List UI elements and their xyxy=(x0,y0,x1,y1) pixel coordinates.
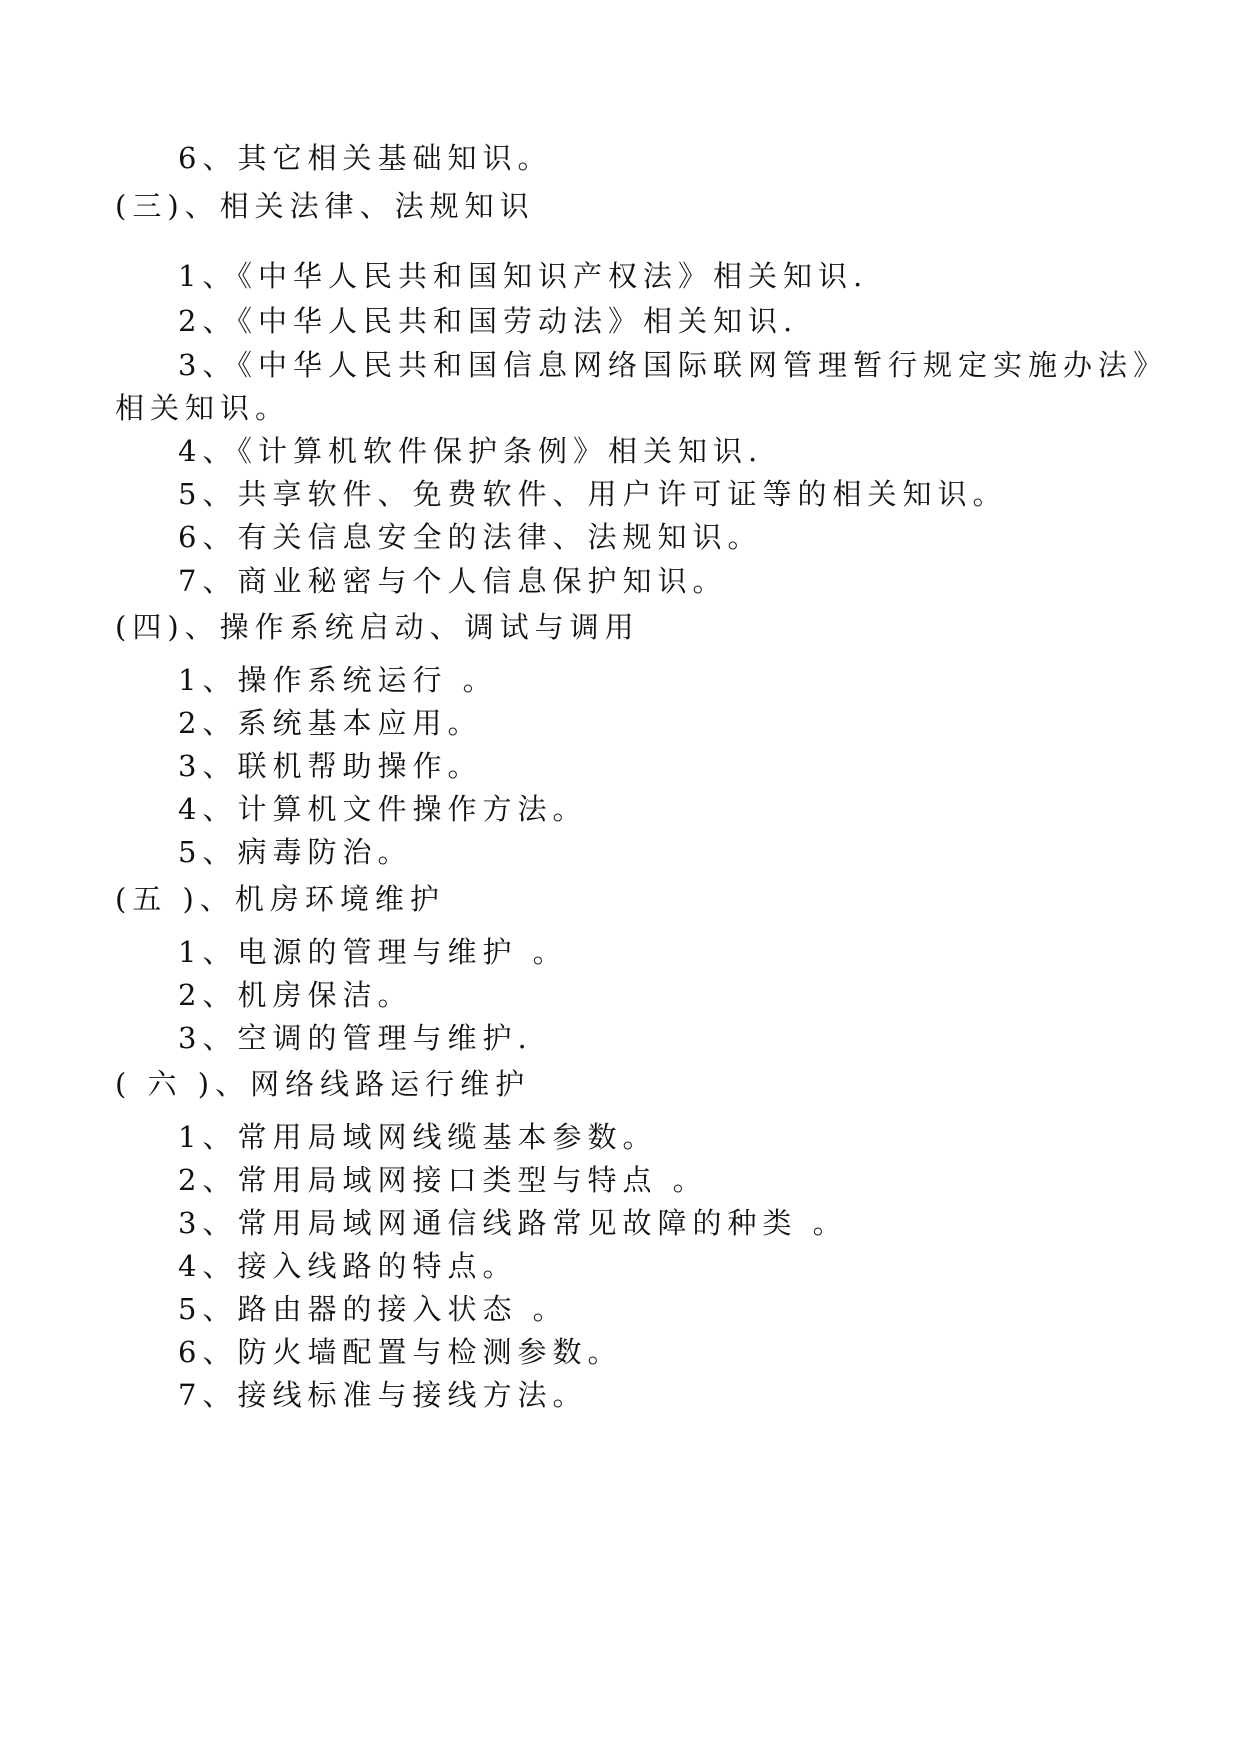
list-item: 3、《中华人民共和国信息网络国际联网管理暂行规定实施办法》 xyxy=(178,348,1168,382)
list-item: 7、商业秘密与个人信息保护知识。 xyxy=(178,564,728,598)
list-item: 2、机房保洁。 xyxy=(178,978,413,1012)
list-item: 5、病毒防治。 xyxy=(178,835,413,869)
list-item: 6、其它相关基础知识。 xyxy=(178,141,553,175)
list-item-continuation: 相关知识。 xyxy=(115,391,291,425)
section-heading-6: ( 六 )、网络线路运行维护 xyxy=(115,1067,531,1101)
list-item: 1、《中华人民共和国知识产权法》相关知识. xyxy=(178,259,869,293)
list-item: 1、电源的管理与维护 。 xyxy=(178,935,568,969)
list-item: 5、路由器的接入状态 。 xyxy=(178,1292,568,1326)
list-item: 4、计算机文件操作方法。 xyxy=(178,792,588,826)
list-item: 2、常用局域网接口类型与特点 。 xyxy=(178,1163,708,1197)
list-item: 5、共享软件、免费软件、用户许可证等的相关知识。 xyxy=(178,477,1008,511)
section-heading-3: (三)、相关法律、法规知识 xyxy=(115,189,535,223)
list-item: 2、系统基本应用。 xyxy=(178,706,483,740)
list-item: 1、常用局域网线缆基本参数。 xyxy=(178,1120,658,1154)
list-item: 3、联机帮助操作。 xyxy=(178,749,483,783)
list-item: 4、《计算机软件保护条例》相关知识. xyxy=(178,434,764,468)
list-item: 1、操作系统运行 。 xyxy=(178,663,498,697)
section-heading-5: (五 )、机房环境维护 xyxy=(115,882,445,916)
list-item: 3、空调的管理与维护. xyxy=(178,1021,533,1055)
list-item: 2、《中华人民共和国劳动法》相关知识. xyxy=(178,304,799,338)
list-item: 6、有关信息安全的法律、法规知识。 xyxy=(178,520,763,554)
list-item: 3、常用局域网通信线路常见故障的种类 。 xyxy=(178,1206,848,1240)
section-heading-4: (四)、操作系统启动、调试与调用 xyxy=(115,610,640,644)
list-item: 7、接线标准与接线方法。 xyxy=(178,1378,588,1412)
list-item: 6、防火墙配置与检测参数。 xyxy=(178,1335,623,1369)
list-item: 4、接入线路的特点。 xyxy=(178,1249,518,1283)
